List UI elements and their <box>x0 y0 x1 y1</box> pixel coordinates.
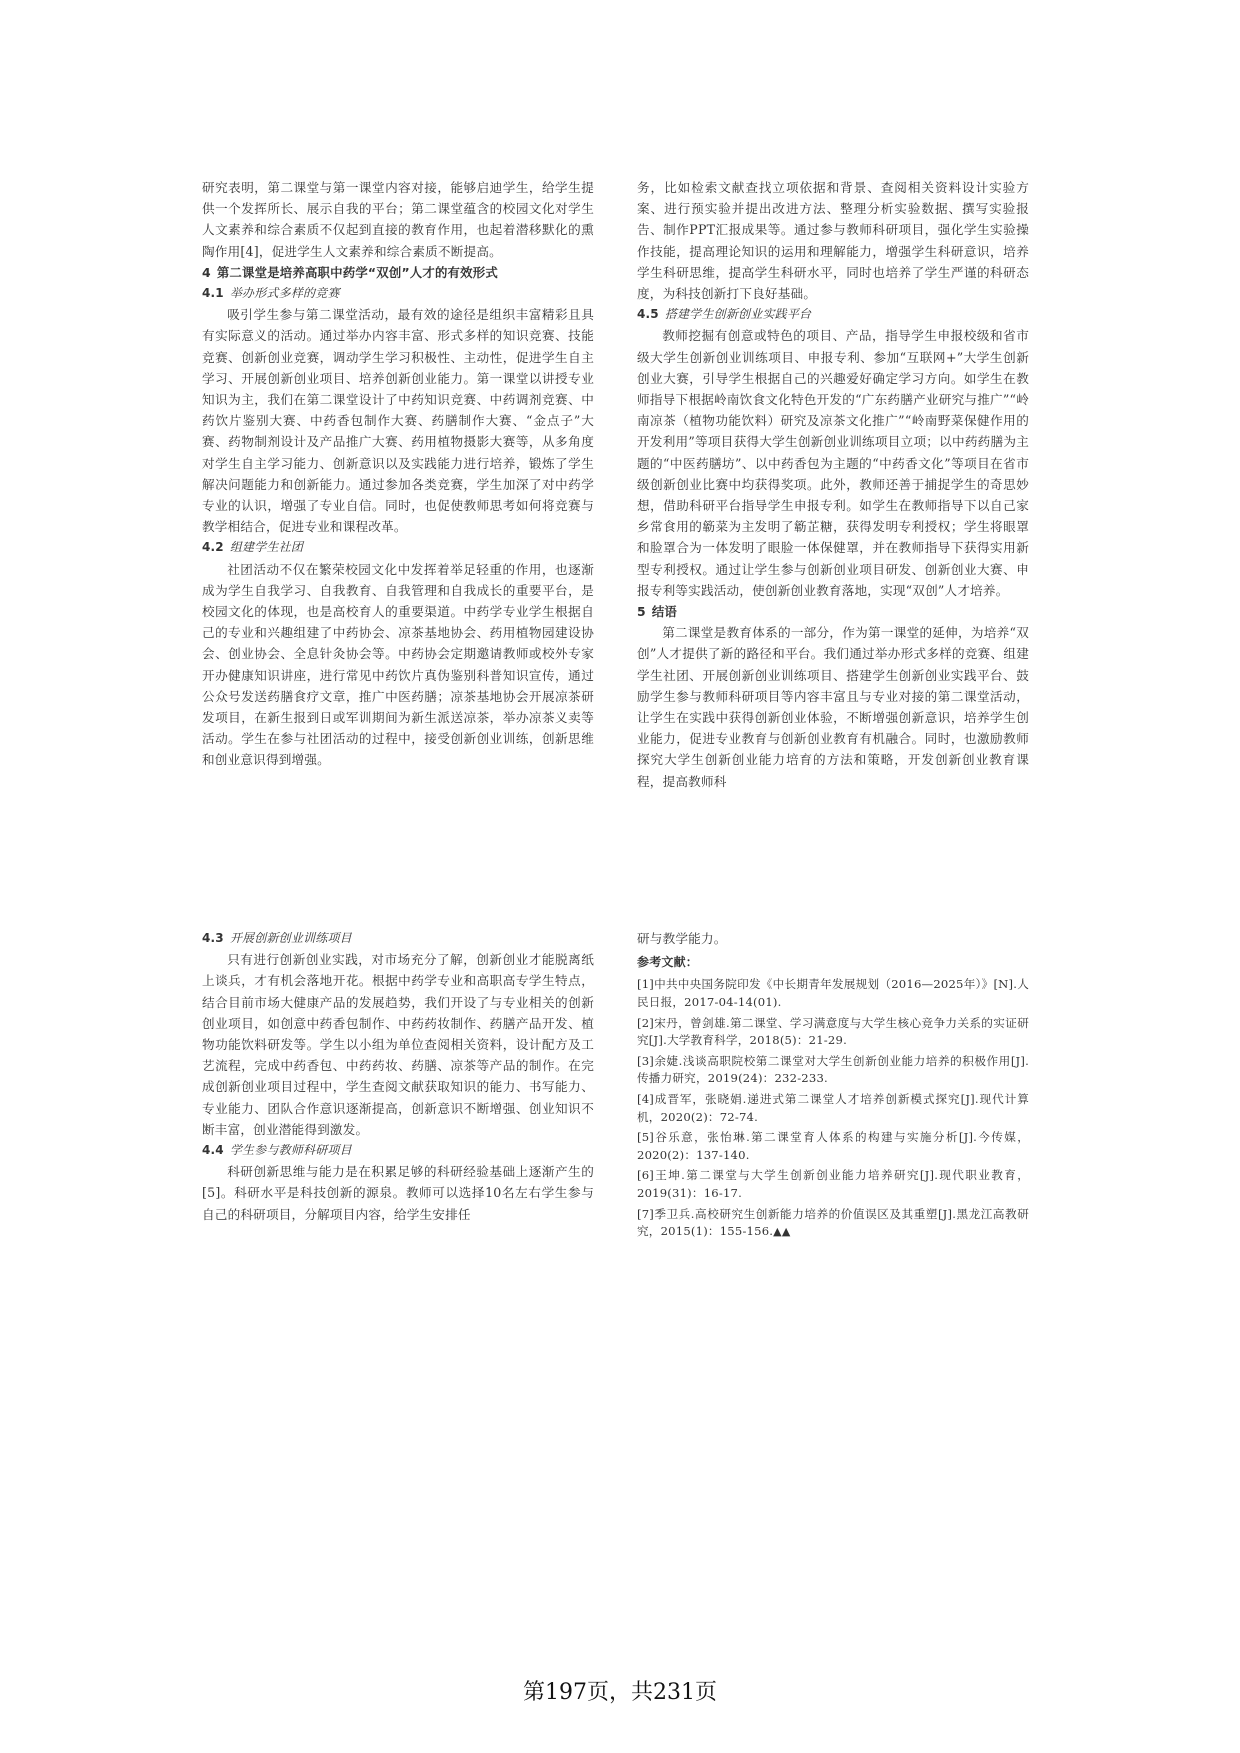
heading-section-4-4 <box>202 1140 594 1161</box>
references-title: 参考文献： <box>637 955 699 970</box>
paragraph-continued: 务，比如检索文献查找立项依据和背景、查阅相关资料设计实验方案、进行预实验并提出改进方法、整理分析实验数据、撰写实验报告、制作PPT汇报成果等。通过参与教师科研项目，强化学生实验操作技能，提高理论知识的运用和理解能力，增强学生科研意识，培养学生科研思维，提高学生科研水平，同时也培养了学生严谨的科研态度，为科技创新打下良好基础。 <box>637 180 1029 302</box>
heading-text: 搭建学生创新创业实践平台 <box>664 307 812 322</box>
paragraph-4-4: 科研创新思维与能力是在积累足够的科研经验基础上逐渐产生的[5]。科研水平是科技创新的源泉。教师可以选择10名左右学生参与自己的科研项目，分解项目内容，给学生安排任 <box>202 1164 594 1222</box>
reference-item: [3]余婕.浅谈高职院校第二课堂对大学生创新创业能力培养的积极作用[J].传播力研究，2019(24)：232-233. <box>637 1053 1029 1086</box>
heading-text: 组建学生社团 <box>229 540 304 555</box>
reference-item: [2]宋丹，曾剑雄.第二课堂、学习满意度与大学生核心竞争力关系的实证研究[J].大学教育科学，2018(5)：21-29. <box>637 1015 1029 1048</box>
paragraph-5: 第二课堂是教育体系的一部分，作为第一课堂的延伸，为培养“双创”人才提供了新的路径和平台。我们通过举办形式多样的竞赛、组建学生社团、开展创新创业训练项目、搭建学生创新创业实践平台、鼓励学生参与教师科研项目等内容丰富且与专业对接的第二课堂活动，让学生在实践中获得创新创业体验，不断增强创新意识，培养学生创业能力，促进专业教育与创新创业教育有机融合。同时，也激励教师探究大学生创新创业能力培育的方法和策略，开发创新创业教育课程，提高教师科 <box>637 625 1029 789</box>
reference-text: [7]季卫兵.高校研究生创新能力培养的价值误区及其重塑[J].黑龙江高教研究，2015(1)：155-156. <box>637 1206 1029 1239</box>
paragraph-4-5: 教师挖掘有创意或特色的项目、产品，指导学生申报校级和省市级大学生创新创业训练项目、申报专利、参加“互联网+”大学生创新创业大赛，引导学生根据自己的兴趣爱好确定学习方向。如学生在教师指导下根据岭南饮食文化特色开发的“广东药膳产业研究与推广”“岭南凉茶（植物功能饮料）研究及凉茶文化推广”“岭南野菜保健作用的开发利用”等项目获得大学生创新创业训练项目立项；以中药药膳为主题的“中医药膳坊”、以中药香包为主题的“中药香文化”等项目在省市级创新创业比赛中均获得奖项。此外，教师还善于捕捉学生的奇思妙想，借助科研平台指导学生申报专利。如学生在教师指导下以自己家乡常食用的簕菜为主发明了簕芷糖，获得发明专利授权；学生将眼罩和脸罩合为一体发明了眼脸一体保健罩，并在教师指导下获得实用新型专利授权。通过让学生参与创新创业项目研发、创新创业大赛、申报专利等实践活动，使创新创业教育落地，实现“双创”人才培养。 <box>637 328 1029 598</box>
heading-section-4-3 <box>202 928 594 949</box>
heading-section-4-1 <box>202 283 594 304</box>
heading-text: 结语 <box>651 604 678 620</box>
reference-item: [6]王坤.第二课堂与大学生创新创业能力培养研究[J].现代职业教育，2019(31)：16-17. <box>637 1168 1029 1200</box>
paragraph-continued: 研与教学能力。 <box>637 931 727 946</box>
bottom-right-column <box>637 928 1029 1298</box>
heading-number: 4 <box>202 264 211 280</box>
page-number-footer: 第197页，共231页 <box>523 1680 717 1705</box>
heading-number: 4.3 <box>202 931 224 945</box>
heading-number: 4.2 <box>202 540 224 555</box>
heading-number: 4.1 <box>202 286 224 301</box>
reference-item <box>637 1206 1029 1241</box>
heading-section-4-2 <box>202 537 594 558</box>
heading-text: 开展创新创业训练项目 <box>229 931 352 945</box>
heading-section-4-5 <box>637 304 1029 325</box>
heading-number: 5 <box>637 604 646 620</box>
reference-item: [5]谷乐意，张怡琳.第二课堂育人体系的构建与实施分析[J].今传媒，2020(2)：137-140. <box>637 1130 1029 1162</box>
paragraph-4-2: 社团活动不仅在繁荣校园文化中发挥着举足轻重的作用，也逐渐成为学生自我学习、自我教育、自我管理和自我成长的重要平台，是校园文化的体现，也是高校育人的重要渠道。中药学专业学生根据自己的专业和兴趣组建了中药协会、凉茶基地协会、药用植物园建设协会、创业协会、全息针灸协会等。中药协会定期邀请教师或校外专家开办健康知识讲座，进行常见中药饮片真伪鉴别科普知识宣传，通过公众号发送药膳食疗文章，推广中医药膳；凉茶基地协会开展凉茶研发项目，在新生报到日或军训期间为新生派送凉茶，举办凉茶义卖等活动。学生在参与社团活动的过程中，接受创新创业训练，创新思维和创业意识得到增强。 <box>202 561 594 768</box>
heading-section-4 <box>202 262 594 283</box>
reference-item: [4]成晋军，张晓娟.递进式第二课堂人才培养创新模式探究[J].现代计算机，2020(2)：72-74. <box>637 1091 1029 1124</box>
paragraph-4-1: 吸引学生参与第二课堂活动，最有效的途径是组织丰富精彩且具有实际意义的活动。通过举办内容丰富、形式多样的知识竞赛、技能竞赛、创新创业竞赛，调动学生学习积极性、主动性，促进学生自主学习、开展创新创业项目、培养创新创业能力。第一课堂以讲授专业知识为主，我们在第二课堂设计了中药知识竞赛、中药调剂竞赛、中药饮片鉴别大赛、中药香包制作大赛、药膳制作大赛、“金点子”大赛、药物制剂设计及产品推广大赛、药用植物摄影大赛等，从多角度对学生自主学习能力、创新意识以及实践能力进行培养，锻炼了学生解决问题能力和创新能力。通过参加各类竞赛，学生加深了对中药学专业的认识，增强了专业自信。同时，也促使教师思考如何将竞赛与教学相结合，促进专业和课程改革。 <box>202 307 594 535</box>
heading-text: 第二课堂是培养高职中药学“双创”人才的有效形式 <box>216 264 498 280</box>
heading-text: 学生参与教师科研项目 <box>229 1143 352 1158</box>
heading-number: 4.4 <box>202 1143 224 1158</box>
top-left-column <box>202 177 594 890</box>
heading-number: 4.5 <box>637 307 659 322</box>
paragraph-intro: 研究表明，第二课堂与第一课堂内容对接，能够启迪学生，给学生提供一个发挥所长、展示自我的平台；第二课堂蕴含的校园文化对学生人文素养和综合素质不仅起到直接的教育作用，也起着潜移默化的熏陶作用[4]，促进学生人文素养和综合素质不断提高。 <box>202 180 594 259</box>
bottom-left-column <box>202 928 594 1288</box>
reference-item: [1]中共中央国务院印发《中长期青年发展规划（2016—2025年）》[N].人民日报，2017-04-14(01). <box>637 977 1029 1009</box>
heading-text: 举办形式多样的竞赛 <box>229 286 340 301</box>
heading-section-5 <box>637 601 1029 622</box>
end-mark-icon: ▲▲ <box>773 1225 791 1239</box>
paragraph-4-3: 只有进行创新创业实践，对市场充分了解，创新创业才能脱离纸上谈兵，才有机会落地开花。根据中药学专业和高职高专学生特点，结合目前市场大健康产品的发展趋势，我们开设了与专业相关的创新创业项目，如创意中药香包制作、中药药妆制作、药膳产品开发、植物功能饮料研发等。学生以小组为单位查阅相关资料，设计配方及工艺流程，完成中药香包、中药药妆、药膳、凉茶等产品的制作。在完成创新创业项目过程中，学生查阅文献获取知识的能力、书写能力、专业能力、团队合作意识逐渐提高，创新意识不断增强、创业知识不断丰富，创业潜能得到激发。 <box>202 952 594 1137</box>
top-right-column <box>637 177 1029 897</box>
